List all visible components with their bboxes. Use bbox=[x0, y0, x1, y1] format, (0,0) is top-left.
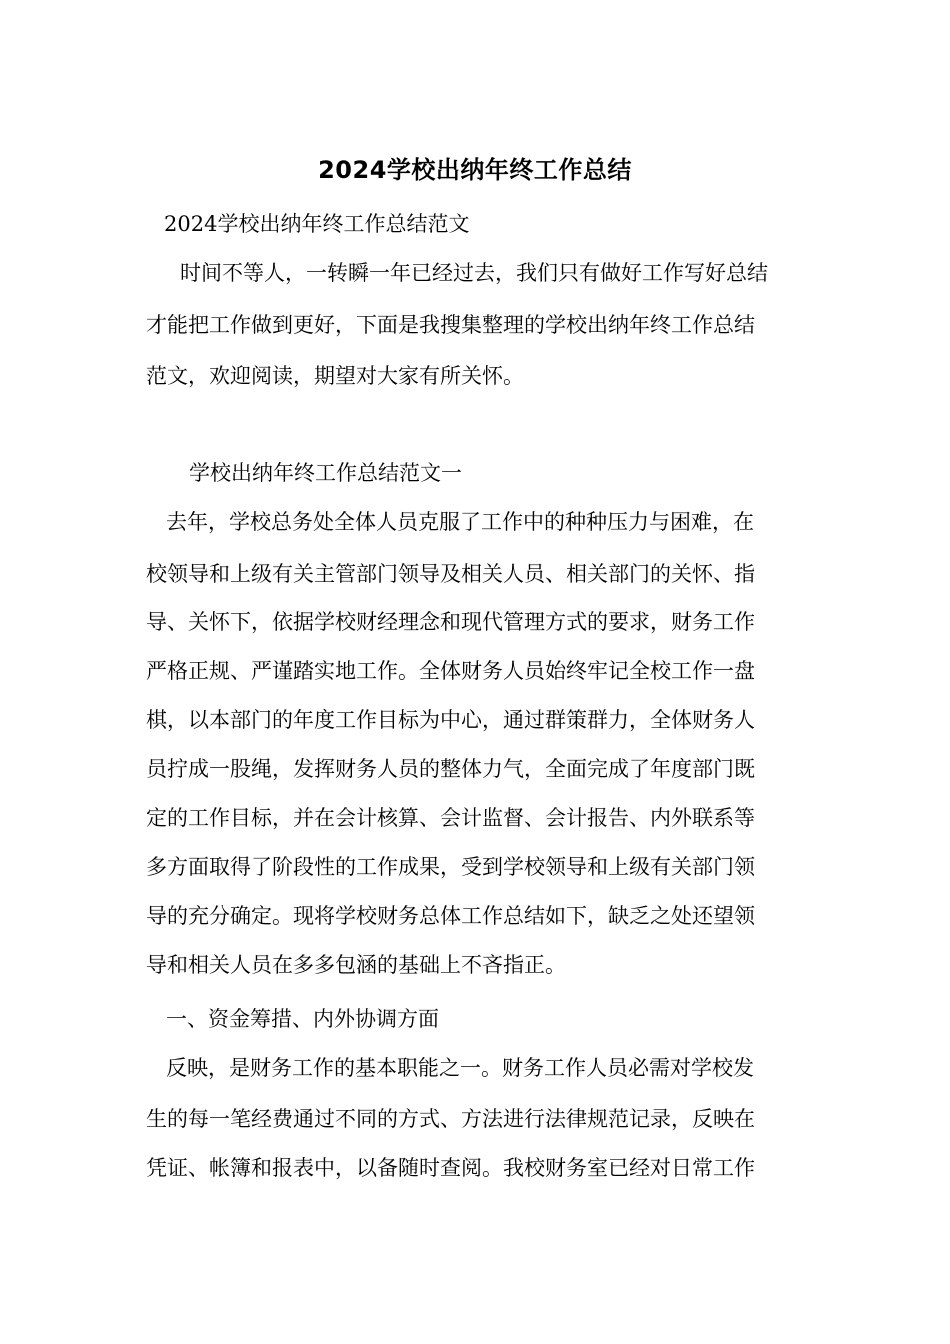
body-line-1: 去年，学校总务处全体人员克服了工作中的种种压力与困难，在 bbox=[166, 510, 754, 534]
body-line-9: 导的充分确定。现将学校财务总体工作总结如下，缺乏之处还望领 bbox=[146, 904, 755, 928]
section-heading: 学校出纳年终工作总结范文一 bbox=[189, 461, 462, 485]
body-line-4: 严格正规、严谨踏实地工作。全体财务人员始终牢记全校工作一盘 bbox=[146, 659, 755, 683]
body-line-6: 员拧成一股绳，发挥财务人员的整体力气，全面完成了年度部门既 bbox=[146, 757, 755, 781]
intro-line-3: 范文，欢迎阅读，期望对大家有所关怀。 bbox=[146, 364, 524, 388]
document-subtitle: 2024学校出纳年终工作总结范文 bbox=[164, 212, 470, 236]
body-line-5: 棋，以本部门的年度工作目标为中心，通过群策群力，全体财务人 bbox=[146, 708, 755, 732]
body2-line-2: 生的每一笔经费通过不同的方式、方法进行法律规范记录，反映在 bbox=[146, 1107, 755, 1131]
body-line-2: 校领导和上级有关主管部门领导及相关人员、相关部门的关怀、指 bbox=[146, 562, 755, 586]
body-line-10: 导和相关人员在多多包涵的基础上不吝指正。 bbox=[146, 953, 566, 977]
intro-line-2: 才能把工作做到更好，下面是我搜集整理的学校出纳年终工作总结 bbox=[146, 313, 755, 337]
body2-line-3: 凭证、帐簿和报表中，以备随时查阅。我校财务室已经对日常工作 bbox=[146, 1156, 755, 1180]
intro-line-1: 时间不等人，一转瞬一年已经过去，我们只有做好工作写好总结 bbox=[180, 261, 768, 285]
body-line-3: 导、关怀下，依据学校财经理念和现代管理方式的要求，财务工作 bbox=[146, 610, 755, 634]
body-line-8: 多方面取得了阶段性的工作成果，受到学校领导和上级有关部门领 bbox=[146, 855, 755, 879]
document-title: 2024学校出纳年终工作总结 bbox=[318, 156, 632, 184]
subheading-1: 一、资金筹措、内外协调方面 bbox=[166, 1007, 439, 1031]
body-line-7: 定的工作目标，并在会计核算、会计监督、会计报告、内外联系等 bbox=[146, 806, 755, 830]
body2-line-1: 反映，是财务工作的基本职能之一。财务工作人员必需对学校发 bbox=[166, 1056, 754, 1080]
